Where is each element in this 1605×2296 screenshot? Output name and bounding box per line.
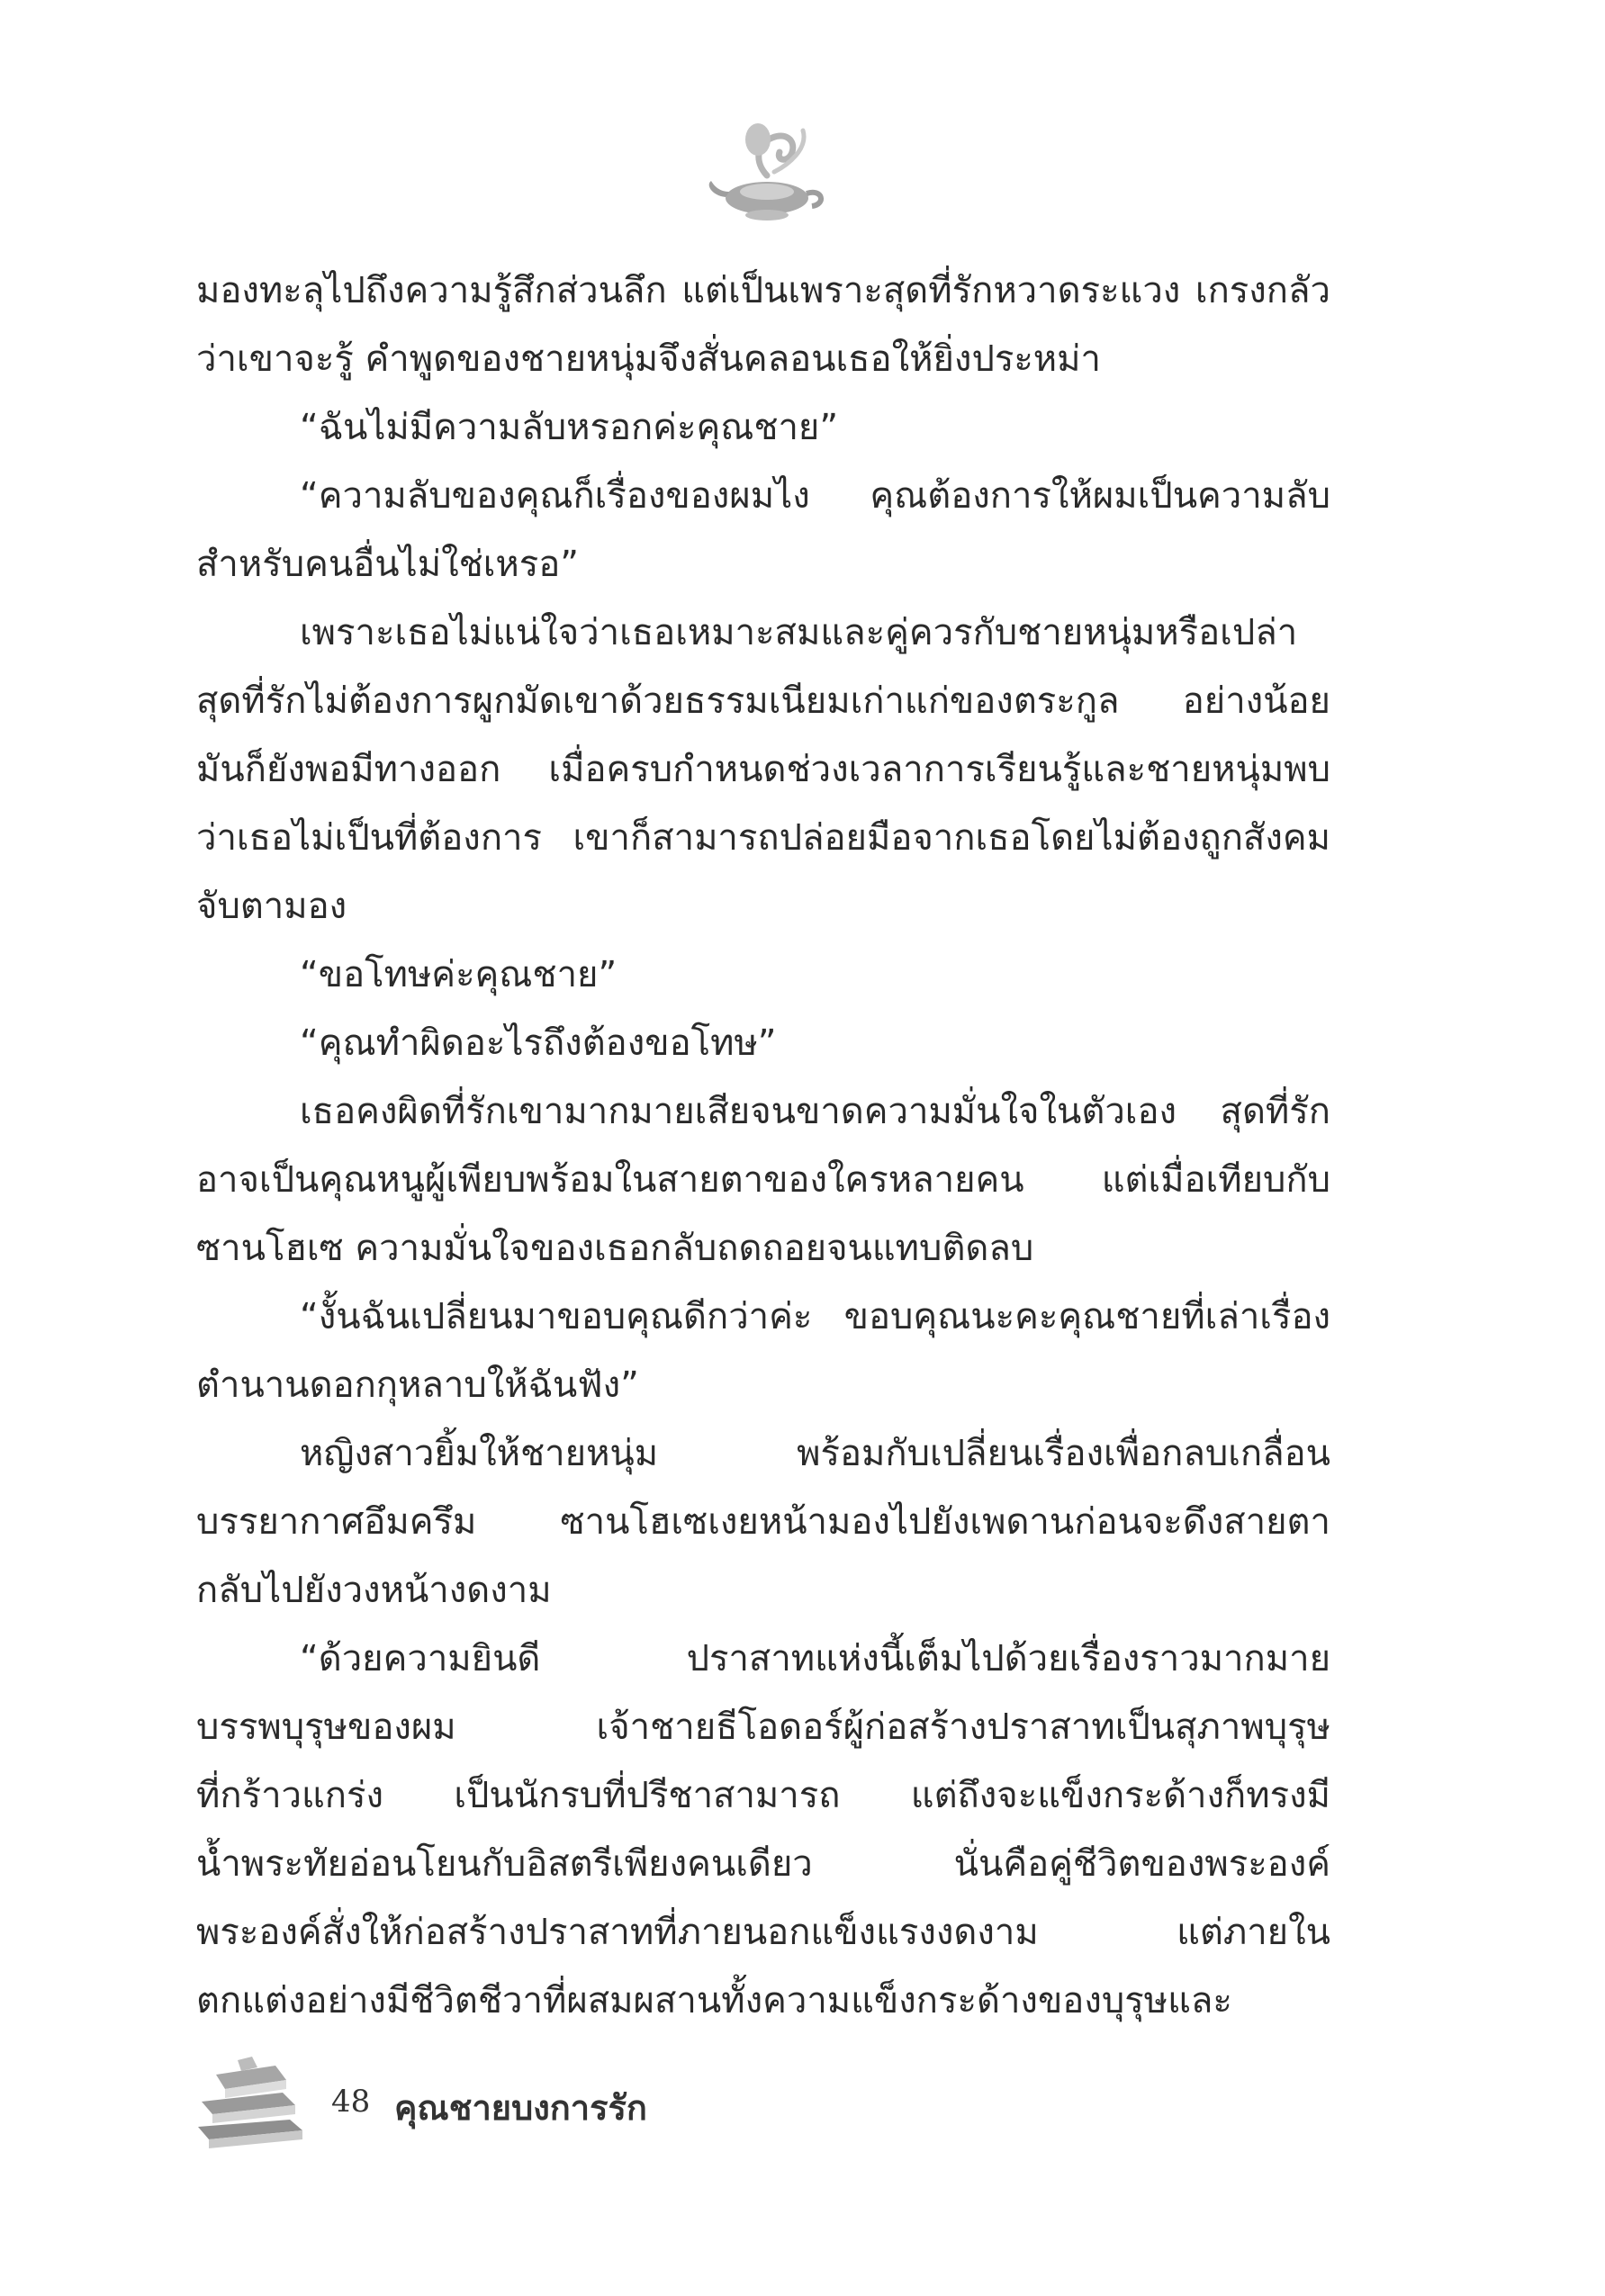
text-line: ตกแต่งอย่างมีชีวิตชีวาที่ผสมผสานทั้งความแข็งกระด้างของบุรุษและ xyxy=(196,1980,1232,2021)
text-line: ตำนานดอกกุหลาบให้ฉันฟัง” xyxy=(196,1364,639,1406)
text-line: เพราะเธอไม่แน่ใจว่าเธอเหมาะสมและคู่ควรกับชายหนุ่มหรือเปล่า xyxy=(300,612,1298,653)
text-line: บรรยากาศอึมครึม ซานโฮเซเงยหน้ามองไปยังเพดานก่อนจะดึงสายตา xyxy=(196,1501,1330,1543)
text-line: กลับไปยังวงหน้างดงาม xyxy=(196,1570,552,1611)
text-line: น้ำพระทัยอ่อนโยนกับอิสตรีเพียงคนเดียว นั่นคือคู่ชีวิตของพระองค์ xyxy=(196,1843,1330,1885)
text-line: เธอคงผิดที่รักเขามากมายเสียจนขาดความมั่นใจในตัวเอง สุดที่รัก xyxy=(300,1091,1330,1132)
text-line: บรรพบุรุษของผม เจ้าชายธีโอดอร์ผู้ก่อสร้างปราสาทเป็นสุภาพบุรุษ xyxy=(196,1706,1330,1748)
text-line: “ด้วยความยินดี ปราสาทแห่งนี้เต็มไปด้วยเรื่องราวมากมาย xyxy=(300,1638,1330,1679)
text-line: ว่าเธอไม่เป็นที่ต้องการ เขาก็สามารถปล่อยมือจากเธอโดยไม่ต้องถูกสังคม xyxy=(196,817,1330,859)
page-number: 48 xyxy=(331,2084,371,2120)
text-line: สำหรับคนอื่นไม่ใช่เหรอ” xyxy=(196,544,580,585)
page-footer xyxy=(189,2057,729,2156)
text-line: สุดที่รักไม่ต้องการผูกมัดเขาด้วยธรรมเนียมเก่าแก่ของตระกูล อย่างน้อย xyxy=(196,680,1330,722)
book-stack-icon xyxy=(189,2057,311,2156)
text-line: อาจเป็นคุณหนูผู้เพียบพร้อมในสายตาของใครหลายคน แต่เมื่อเทียบกับ xyxy=(196,1159,1330,1201)
text-line: มันก็ยังพอมีทางออก เมื่อครบกำหนดช่วงเวลาการเรียนรู้และชายหนุ่มพบ xyxy=(196,749,1330,790)
text-line: ว่าเขาจะรู้ คำพูดของชายหนุ่มจึงสั่นคลอนเธอให้ยิ่งประหม่า xyxy=(196,338,1101,380)
text-line: ซานโฮเซ ความมั่นใจของเธอกลับถดถอยจนแทบติดลบ xyxy=(196,1228,1034,1269)
text-line: “งั้นฉันเปลี่ยนมาขอบคุณดีกว่าค่ะ ขอบคุณนะคะคุณชายที่เล่าเรื่อง xyxy=(300,1296,1330,1337)
body-text xyxy=(196,257,1330,2035)
book-title: คุณชายบงการรัก xyxy=(394,2088,647,2128)
text-line: พระองค์สั่งให้ก่อสร้างปราสาทที่ภายนอกแข็งแรงงดงาม แต่ภายใน xyxy=(196,1912,1330,1953)
text-line: “ฉันไม่มีความลับหรอกค่ะคุณชาย” xyxy=(300,407,839,448)
text-line: หญิงสาวยิ้มให้ชายหนุ่ม พร้อมกับเปลี่ยนเรื่องเพื่อกลบเกลื่อน xyxy=(300,1433,1330,1474)
text-line: จับตามอง xyxy=(196,886,347,927)
text-line: “คุณทำผิดอะไรถึงต้องขอโทษ” xyxy=(300,1022,777,1064)
text-line: “ขอโทษค่ะคุณชาย” xyxy=(300,954,618,995)
text-line: “ความลับของคุณก็เรื่องของผมไง คุณต้องการให้ผมเป็นความลับ xyxy=(300,475,1330,517)
text-line: ที่กร้าวแกร่ง เป็นนักรบที่ปรีชาสามารถ แต่ถึงจะแข็งกระด้างก็ทรงมี xyxy=(196,1775,1330,1816)
magic-lamp-icon xyxy=(702,113,828,230)
text-line: มองทะลุไปถึงความรู้สึกส่วนลึก แต่เป็นเพราะสุดที่รักหวาดระแวง เกรงกลัว xyxy=(196,270,1330,311)
